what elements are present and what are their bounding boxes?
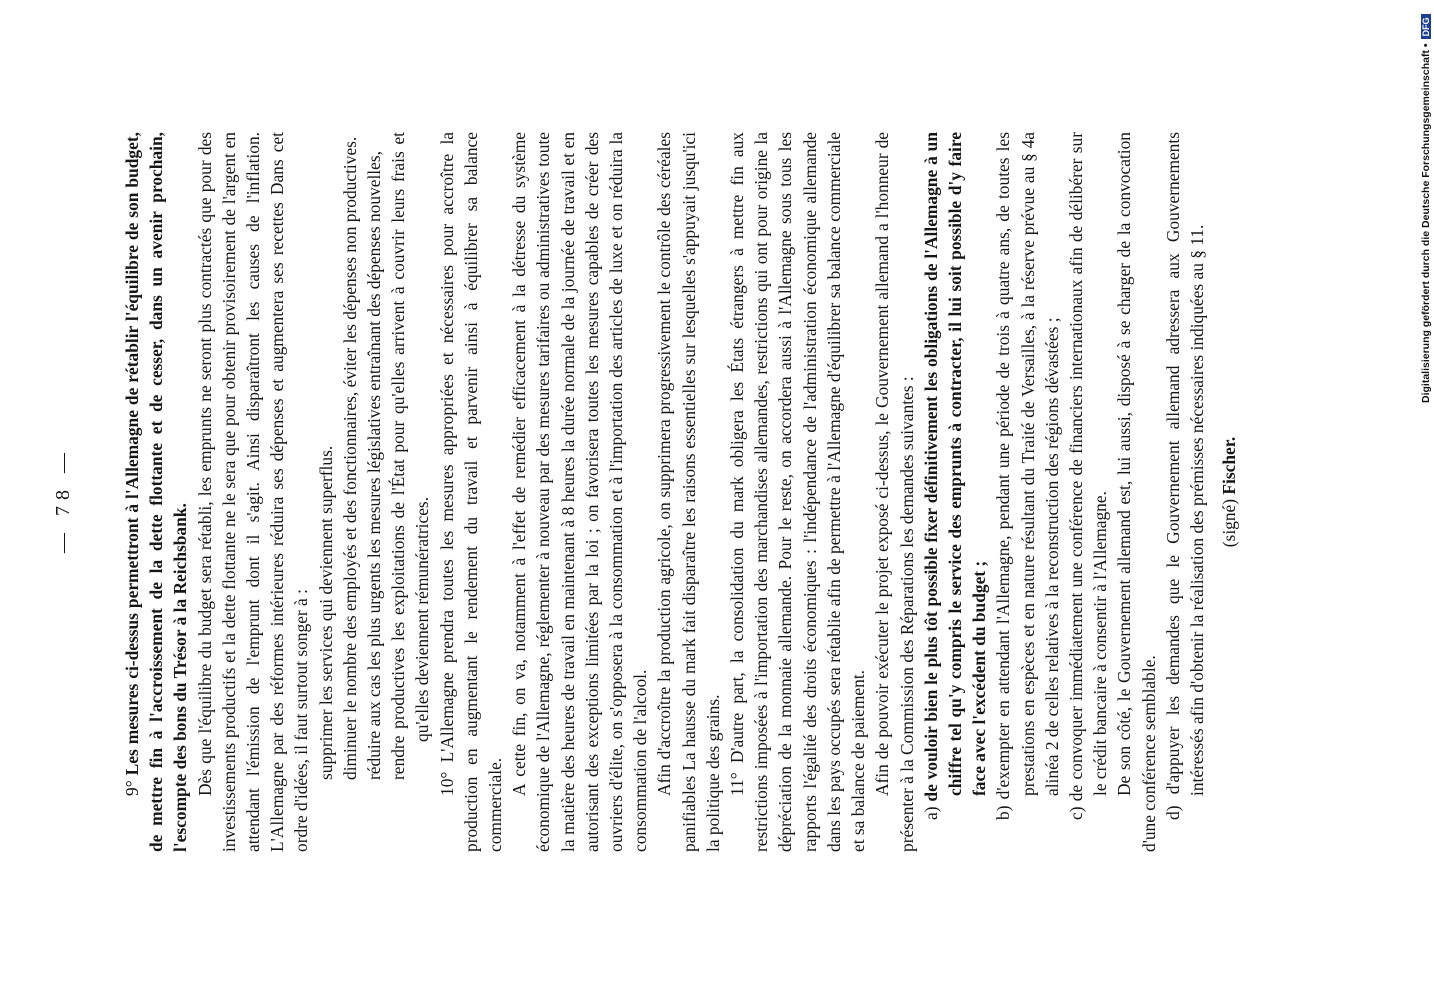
paragraph-10b: A cette fin, on va, notamment à l'effet de remédier efficacement à la détresse du système économique de l'Allemagne, réglementer à nouveau par des mesures tarifaires ou administratives toute la matière des heures de travail en maintenant à 8 heures la durée normale de la journée de travail et en autorisant des exceptions limitées par la loi ; on favorisera toutes les mesures capables de créer des ouvriers d'élite, on s'opposera à la consommation et à l'importation des articles de luxe et on réduira la consommation de l'alcool.: [509, 132, 651, 852]
list-item: [919, 132, 992, 852]
list-item: réduire aux cas les plus urgents les mesures législatives entraînant des dépenses nouvelles,: [364, 151, 385, 780]
list-item-text: de vouloir bien le plus tôt possible fixer définitivement les obligations de l'Allemagne à un chiffre tel qu'y compris le service des emprunts à contracter, il lui soit possible d'y faire face avec l'excédent du budget ;: [920, 132, 990, 802]
list-item-label: a): [920, 806, 941, 820]
signature: [1219, 132, 1240, 852]
paragraph-10c: Afin d'accroître la production agricole, on supprimera progressivement le contrôle des céréales panifiables La hausse du mark fait disparaître les raisons essentielles sur lesquelles s'appuyait jusqu'ici la politique des grains.: [654, 132, 723, 852]
list-item-label: d): [1162, 805, 1183, 820]
digitization-credit: [1420, 8, 1434, 403]
credit-text: Digitalisierung gefördert durch die Deutsche Forschungsgemeinschaft •: [1420, 43, 1432, 403]
paragraph-9-number: 9°: [122, 775, 142, 796]
list-item-label: b): [993, 805, 1014, 820]
paragraph-12: Afin de pouvoir exécuter le projet exposé ci-dessus, le Gouvernement allemand a l'honneur de présenter à la Commission des Réparations les demandes suivantes :: [872, 132, 917, 852]
list-item: [991, 132, 1064, 852]
paragraph-10: 10° L'Allemagne prendra toutes les mesures appropriées et nécessaires pour accroître la production en augmentant le rendement du travail et parvenir ainsi à équilibrer sa balance commerciale.: [436, 132, 506, 852]
list-item-label: c): [1065, 806, 1086, 820]
text-column: [120, 132, 1240, 852]
list-item: diminuer le nombre des employés et des fonctionnaires, éviter les dépenses non productives.: [339, 136, 360, 780]
dfg-logo-badge: DFG: [1421, 14, 1431, 39]
page-number: — 78 —: [52, 447, 74, 553]
paragraph-11: 11° D'autre part, la consolidation du mark obligera les États étrangers à mettre fin aux restrictions imposées à l'importation des marchandises allemandes, restrictions qui ont pour origine la dépréciation de la monnaie allemande. Pour le reste, on accordera aussi à l'Allemagne sous tous les rapports l'égalité des droits économiques : l'indépendance de l'administration économique allemande dans les pays occupés sera rétablie afin de permettre à l'Allemagne d'équilibrer sa balance commerciale et sa balance de paiement.: [727, 132, 869, 852]
list-item: rendre productives les exploitations de l'État pour qu'elles arrivent à couvrir leurs frais et qu'elles deviennent rémunératrices.: [388, 132, 433, 780]
list-item-text: d'appuyer les demandes que le Gouvernement allemand adressera aux Gouvernements intéressés afin d'obtenir la réalisation des prémisses nécessaires indiquées au § 11.: [1162, 132, 1207, 796]
list-item: [1064, 132, 1112, 852]
paragraph-9-text: Les mesures ci-dessus permettront à l'Allemagne de rétablir l'équilibre de son budget, de mettre fin à l'accroissement de la dette flottante et de cesser, dans un avenir prochain, l'escompte des bons du Trésor à la Reichsbank.: [122, 132, 191, 852]
list-item: [1161, 132, 1209, 852]
signature-name: Fischer.: [1219, 436, 1240, 495]
signature-prefix: (signé): [1219, 494, 1240, 548]
list-item-text: de convoquer immédiatement une conférence de financiers internationaux afin de délibérer sur le crédit bancaire à consentir à l'Allemagne.: [1065, 132, 1111, 802]
list-item: supprimer les services qui deviennent superflus.: [315, 445, 336, 780]
list-item-text: d'exempter en attendant l'Allemagne, pendant une période de trois à quatre ans, de toutes les prestations en espèces et en nature résultant du Traité de Versailles, à la réserve prévue au § 4a alinéa 2 de celles relatives à la reconstruction des régions dévastées ;: [993, 131, 1062, 800]
paragraph-13: De son côté, le Gouvernement allemand est, lui aussi, disposé à se charger de la convocation d'une conférence semblable.: [1114, 132, 1159, 852]
paragraph-9b: Dès que l'équilibre du budget sera rétabli, les emprunts ne seront plus contractés que pour des investissements productifs et la dette flottante ne le sera que pour obtenir provisoirement de l'argent en attendant l'émission de l'emprunt dont il s'agit. Ainsi disparaîtront les causes de l'inflation. L'Allemagne par des réformes intérieures réduira ses dépenses et augmentera ses recettes Dans cet ordre d'idées, il faut surtout songer à :: [194, 132, 312, 852]
paragraph-9: [120, 132, 193, 852]
